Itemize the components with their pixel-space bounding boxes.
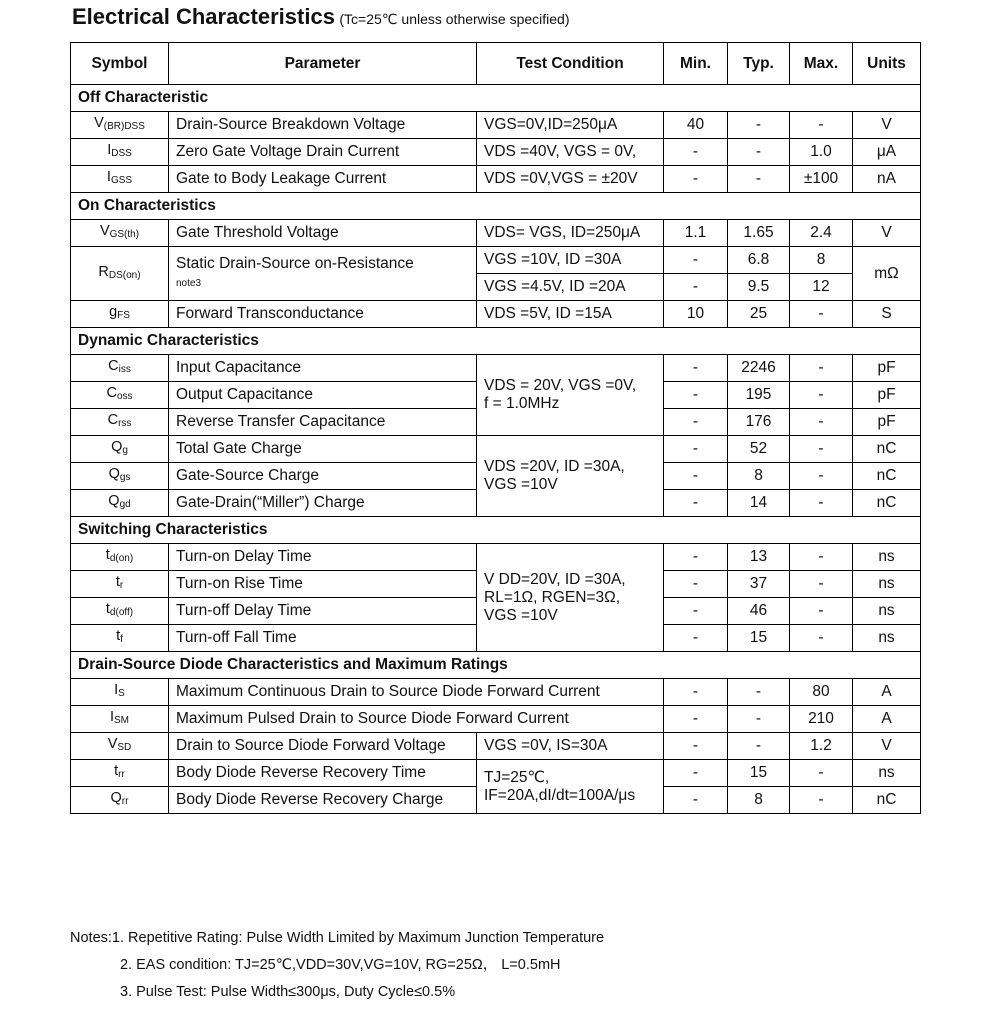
max-cell: ±100 <box>790 166 853 193</box>
max-cell: - <box>790 571 853 598</box>
section-title: Off Characteristic <box>71 85 921 112</box>
parameter-cell <box>169 247 477 301</box>
parameter-cell: Maximum Pulsed Drain to Source Diode Forward Current <box>169 706 664 733</box>
heading <box>72 4 570 30</box>
max-cell: - <box>790 301 853 328</box>
typ-cell: - <box>728 733 790 760</box>
section-title: On Characteristics <box>71 193 921 220</box>
col-parameter: Parameter <box>169 43 477 85</box>
table-row <box>71 166 921 193</box>
unit-cell: V <box>853 112 921 139</box>
typ-cell: - <box>728 112 790 139</box>
symbol-cell: $Q_{rr}$ <box>71 787 169 814</box>
min-cell: - <box>664 382 728 409</box>
symbol-cell: $I_{GSS}$ <box>71 166 169 193</box>
col-typ: Typ. <box>728 43 790 85</box>
condition-line: f = 1.0MHz <box>484 395 560 412</box>
table-row <box>71 220 921 247</box>
col-units: Units <box>853 43 921 85</box>
condition-line: VGS =10V <box>484 606 558 624</box>
condition-line: VDS =20V, ID =30A, <box>484 458 625 475</box>
condition-line: V DD=20V, ID =30A, <box>484 570 626 588</box>
unit-cell: A <box>853 679 921 706</box>
min-cell: - <box>664 544 728 571</box>
typ-cell: 176 <box>728 409 790 436</box>
table-row <box>71 112 921 139</box>
condition-cell: VDS =0V,VGS = ±20V <box>477 166 664 193</box>
condition-cell: VGS=0V,ID=250μA <box>477 112 664 139</box>
typ-cell: 8 <box>728 463 790 490</box>
condition-cell: VGS =10V, ID =30A <box>477 247 664 274</box>
parameter-cell: Zero Gate Voltage Drain Current <box>169 139 477 166</box>
typ-cell: 13 <box>728 544 790 571</box>
min-cell: 10 <box>664 301 728 328</box>
symbol-cell: $V_{(BR)DSS}$ <box>71 112 169 139</box>
condition-cell: VGS =0V, IS=30A <box>477 733 664 760</box>
max-cell: 2.4 <box>790 220 853 247</box>
unit-cell: nC <box>853 490 921 517</box>
parameter-cell: Drain-Source Breakdown Voltage <box>169 112 477 139</box>
condition-cell <box>477 760 664 814</box>
condition-cell: VDS =5V, ID =15A <box>477 301 664 328</box>
symbol-cell: $t_{d(off)}$ <box>71 598 169 625</box>
table-row <box>71 436 921 463</box>
unit-cell: ns <box>853 571 921 598</box>
max-cell: 80 <box>790 679 853 706</box>
min-cell: - <box>664 787 728 814</box>
typ-cell: 9.5 <box>728 274 790 301</box>
max-cell: 8 <box>790 247 853 274</box>
symbol-cell: $t_{rr}$ <box>71 760 169 787</box>
max-cell: - <box>790 463 853 490</box>
parameter-cell: Body Diode Reverse Recovery Charge <box>169 787 477 814</box>
col-max: Max. <box>790 43 853 85</box>
unit-cell: mΩ <box>853 247 921 301</box>
typ-cell: - <box>728 679 790 706</box>
unit-cell: pF <box>853 382 921 409</box>
unit-cell: nC <box>853 436 921 463</box>
typ-cell: 1.65 <box>728 220 790 247</box>
typ-cell: 25 <box>728 301 790 328</box>
parameter-cell: Turn-on Rise Time <box>169 571 477 598</box>
unit-cell: ns <box>853 544 921 571</box>
typ-cell: 15 <box>728 625 790 652</box>
parameter-cell: Total Gate Charge <box>169 436 477 463</box>
symbol-cell: $t_r$ <box>71 571 169 598</box>
table-row <box>71 760 921 787</box>
symbol-cell: $C_{rss}$ <box>71 409 169 436</box>
section-title: Dynamic Characteristics <box>71 328 921 355</box>
unit-cell: ns <box>853 760 921 787</box>
section-dynamic <box>71 328 921 355</box>
min-cell: - <box>664 139 728 166</box>
typ-cell: 6.8 <box>728 247 790 274</box>
max-cell: - <box>790 760 853 787</box>
min-cell: - <box>664 409 728 436</box>
typ-cell: 52 <box>728 436 790 463</box>
condition-cell: VGS =4.5V, ID =20A <box>477 274 664 301</box>
condition-cell: VDS =40V, VGS = 0V, <box>477 139 664 166</box>
parameter-cell: Gate-Drain(“Miller”) Charge <box>169 490 477 517</box>
table-row <box>71 544 921 571</box>
parameter-cell: Body Diode Reverse Recovery Time <box>169 760 477 787</box>
typ-cell: 8 <box>728 787 790 814</box>
typ-cell: 2246 <box>728 355 790 382</box>
section-off <box>71 85 921 112</box>
symbol-cell: $I_{DSS}$ <box>71 139 169 166</box>
unit-cell: ns <box>853 598 921 625</box>
max-cell: - <box>790 787 853 814</box>
condition-line: VGS =10V <box>484 476 558 493</box>
unit-cell: V <box>853 220 921 247</box>
parameter-cell: Turn-off Delay Time <box>169 598 477 625</box>
symbol-cell: $t_{d(on)}$ <box>71 544 169 571</box>
unit-cell: nA <box>853 166 921 193</box>
max-cell: 210 <box>790 706 853 733</box>
table-row <box>71 706 921 733</box>
parameter-cell: Forward Transconductance <box>169 301 477 328</box>
table-row <box>71 679 921 706</box>
min-cell: - <box>664 274 728 301</box>
condition-cell <box>477 436 664 517</box>
symbol-cell: $Q_{gs}$ <box>71 463 169 490</box>
min-cell: - <box>664 247 728 274</box>
min-cell: - <box>664 355 728 382</box>
min-cell: - <box>664 706 728 733</box>
section-title: Switching Characteristics <box>71 517 921 544</box>
table-row <box>71 355 921 382</box>
typ-cell: - <box>728 139 790 166</box>
unit-cell: A <box>853 706 921 733</box>
parameter-cell: Maximum Continuous Drain to Source Diode Forward Current <box>169 679 664 706</box>
symbol-cell: $t_f$ <box>71 625 169 652</box>
symbol-cell: $Q_g$ <box>71 436 169 463</box>
min-cell: 40 <box>664 112 728 139</box>
unit-cell: pF <box>853 355 921 382</box>
parameter-cell: Input Capacitance <box>169 355 477 382</box>
symbol-cell: $g_{FS}$ <box>71 301 169 328</box>
unit-cell: μA <box>853 139 921 166</box>
min-cell: - <box>664 166 728 193</box>
unit-cell: V <box>853 733 921 760</box>
symbol-cell: $I_{SM}$ <box>71 706 169 733</box>
note-1: Notes:1. Repetitive Rating: Pulse Width Limited by Maximum Junction Temperature <box>70 930 605 946</box>
max-cell: - <box>790 544 853 571</box>
typ-cell: 15 <box>728 760 790 787</box>
section-title: Drain-Source Diode Characteristics and Maximum Ratings <box>71 652 921 679</box>
typ-cell: 14 <box>728 490 790 517</box>
max-cell: 1.0 <box>790 139 853 166</box>
max-cell: - <box>790 409 853 436</box>
page-title: Electrical Characteristics <box>72 4 335 29</box>
symbol-cell: $I_S$ <box>71 679 169 706</box>
col-test-condition: Test Condition <box>477 43 664 85</box>
condition-cell <box>477 544 664 652</box>
col-symbol: Symbol <box>71 43 169 85</box>
table-row <box>71 139 921 166</box>
unit-cell: ns <box>853 625 921 652</box>
condition-cell <box>477 355 664 436</box>
section-diode <box>71 652 921 679</box>
typ-cell: - <box>728 166 790 193</box>
unit-cell: S <box>853 301 921 328</box>
max-cell: - <box>790 490 853 517</box>
min-cell: - <box>664 436 728 463</box>
symbol-cell: $R_{DS(on)}$ <box>71 247 169 301</box>
unit-cell: pF <box>853 409 921 436</box>
note-2: 2. EAS condition: TJ=25℃,VDD=30V,VG=10V, RG=25Ω， L=0.5mH <box>120 957 561 973</box>
symbol-cell: $V_{SD}$ <box>71 733 169 760</box>
unit-cell: nC <box>853 787 921 814</box>
max-cell: 12 <box>790 274 853 301</box>
symbol-cell: $V_{GS(th)}$ <box>71 220 169 247</box>
note-ref: note3 <box>176 277 202 289</box>
min-cell: - <box>664 490 728 517</box>
parameter-cell: Turn-on Delay Time <box>169 544 477 571</box>
min-cell: - <box>664 733 728 760</box>
table-row <box>71 247 921 274</box>
symbol-cell: $Q_{gd}$ <box>71 490 169 517</box>
min-cell: - <box>664 625 728 652</box>
parameter-cell: Reverse Transfer Capacitance <box>169 409 477 436</box>
max-cell: - <box>790 625 853 652</box>
notes <box>70 925 604 1006</box>
note-3: 3. Pulse Test: Pulse Width≤300μs, Duty Cycle≤0.5% <box>120 984 456 1000</box>
parameter-cell: Gate-Source Charge <box>169 463 477 490</box>
max-cell: - <box>790 355 853 382</box>
typ-cell: - <box>728 706 790 733</box>
typ-cell: 37 <box>728 571 790 598</box>
condition-line: RL=1Ω, RGEN=3Ω, <box>484 588 621 606</box>
symbol-cell: $C_{oss}$ <box>71 382 169 409</box>
section-switching <box>71 517 921 544</box>
min-cell: - <box>664 463 728 490</box>
min-cell: - <box>664 598 728 625</box>
header-row <box>71 43 921 85</box>
table-row <box>71 301 921 328</box>
table-row <box>71 733 921 760</box>
condition-line: IF=20A,dI/dt=100A/μs <box>484 786 636 804</box>
max-cell: - <box>790 436 853 463</box>
parameter-cell: Turn-off Fall Time <box>169 625 477 652</box>
col-min: Min. <box>664 43 728 85</box>
min-cell: - <box>664 760 728 787</box>
min-cell: - <box>664 571 728 598</box>
condition-line: VDS = 20V, VGS =0V, <box>484 377 637 394</box>
max-cell: - <box>790 382 853 409</box>
parameter-cell: Gate Threshold Voltage <box>169 220 477 247</box>
symbol-cell: $C_{iss}$ <box>71 355 169 382</box>
parameter-cell: Drain to Source Diode Forward Voltage <box>169 733 477 760</box>
parameter-text: Static Drain-Source on-Resistance <box>176 254 414 272</box>
max-cell: - <box>790 598 853 625</box>
unit-cell: nC <box>853 463 921 490</box>
typ-cell: 195 <box>728 382 790 409</box>
condition-line: TJ=25℃, <box>484 768 550 786</box>
section-on <box>71 193 921 220</box>
max-cell: - <box>790 112 853 139</box>
typ-cell: 46 <box>728 598 790 625</box>
max-cell: 1.2 <box>790 733 853 760</box>
min-cell: - <box>664 679 728 706</box>
min-cell: 1.1 <box>664 220 728 247</box>
parameter-cell: Gate to Body Leakage Current <box>169 166 477 193</box>
title-condition: (Tc=25℃ unless otherwise specified) <box>339 11 570 27</box>
parameter-cell: Output Capacitance <box>169 382 477 409</box>
electrical-characteristics-table <box>70 42 921 814</box>
condition-cell: VDS= VGS, ID=250μA <box>477 220 664 247</box>
